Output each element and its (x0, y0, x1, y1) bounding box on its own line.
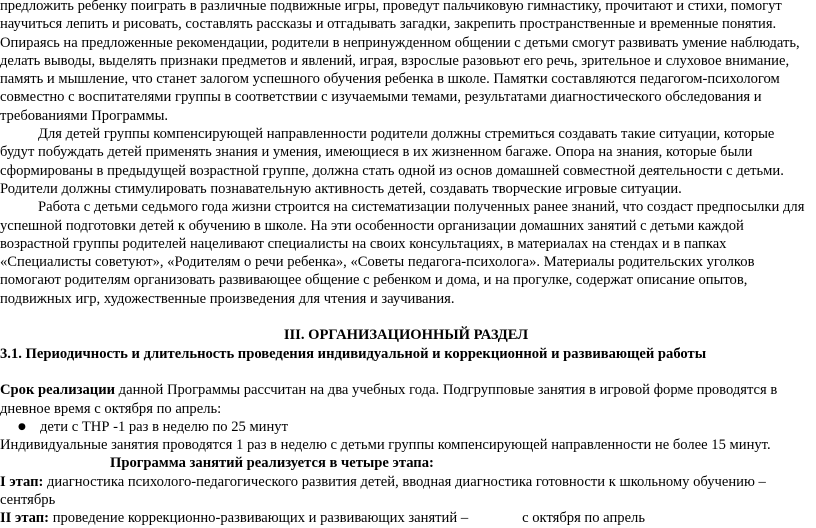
stage-2-line (0, 509, 812, 527)
paragraph-line: Опираясь на предложенные рекомендации, родители в непринужденном общении с детьми смогут развивать умение наблюдать, (0, 34, 800, 51)
paragraph-line: делать выводы, выделять признаки предметов и явлений, играя, взрослые разовьют его речь, зрительное и слуховое внимание, (0, 52, 790, 69)
paragraph-line: Работа с детьми седьмого года жизни строится на систематизации полученных ранее знаний, что создаст предпосылки для (38, 199, 805, 216)
paragraph-line: возрастной группы родителей нацеливают специалисты на своих консультациях, в материалах на стендах и в папках (0, 235, 727, 252)
stage-1-line-2: сентябрь (0, 492, 56, 509)
individual-line: Индивидуальные занятия проводятся 1 раз в неделю с детьми группы компенсирующей направленности не более 15 минут. (0, 437, 771, 454)
stages-heading: Программа занятий реализуется в четыре этапа: (110, 455, 434, 472)
blank-line (0, 308, 812, 326)
paragraph-line: Для детей группы компенсирующей направленности родители должны стремиться создавать такие ситуации, которые (38, 126, 775, 143)
paragraph-line: научиться лепить и рисовать, составлять рассказы и отгадывать загадки, закрепить пространственные и временные понятия. (0, 16, 777, 33)
paragraph-line: «Специалисты советуют», «Родителям о речи ребенка», «Советы педагога-психолога». Материалы родительских уголков (0, 254, 755, 271)
paragraph-line: подвижных игр, художественные произведения для чтения и заучивания. (0, 290, 455, 307)
stage-2-label: II этап: (0, 510, 50, 527)
stage-2-period: с октября по апрель (522, 510, 645, 527)
list-item-text: дети с ТНР -1 раз в неделю по 25 минут (40, 418, 288, 435)
stage-1-text: диагностика психолого-педагогического развития детей, вводная диагностика готовности к школьному обучению – (43, 473, 766, 490)
paragraph-line: сформированы в предыдущей возрастной группе, должна стать одной из основ домашней совместной деятельности с детьми. (0, 162, 784, 179)
list-item (0, 418, 812, 436)
paragraph-line: Родители должны стимулировать познавательную активность детей, создавать творческие игровые ситуации. (0, 180, 682, 197)
term-line (0, 381, 812, 399)
paragraph-line: предложить ребенку поиграть в различные подвижные игры, проведут пальчиковую гимнастику, прочитают и стихи, помогут (0, 0, 782, 14)
paragraph-line: будут побуждать детей применять знания и умения, имеющиеся в их жизненном багаже. Опора на знания, которые были (0, 144, 753, 161)
section-title: III. ОРГАНИЗАЦИОННЫЙ РАЗДЕЛ (283, 327, 529, 344)
paragraph-line: помогают родителям организовать развивающее общение с ребенком и дома, и на прогулке, содержат описание опытов, (0, 272, 748, 289)
stage-1-line (0, 473, 812, 491)
stage-2-text: проведение коррекционно-развивающих и развивающих занятий – (49, 510, 469, 527)
stage-1-label: I этап: (0, 473, 44, 490)
paragraph-line: требованиями Программы. (0, 107, 169, 124)
paragraph-line: память и мышление, что станет залогом успешного обучения ребенка в школе. Памятки составляются педагогом-психологом (0, 71, 780, 88)
blank-line (0, 363, 812, 381)
paragraph-line: совместно с воспитателями группы в соответствии с изучаемыми темами, результатами диагностического обследования и (0, 89, 762, 106)
bullet-icon: ● (18, 422, 26, 433)
subsection-title: 3.1. Периодичность и длительность проведения индивидуальной и коррекционной и развивающей работы (0, 345, 707, 362)
term-text: данной Программы рассчитан на два учебных года. Подгрупповые занятия в игровой форме проводятся в (115, 382, 778, 399)
term-label: Срок реализации (0, 382, 116, 399)
term-line-2: дневное время с октября по апрель: (0, 400, 222, 417)
paragraph-line: успешной подготовки детей к обучению в школе. На эти особенности организации домашних занятий с детьми каждой (0, 217, 744, 234)
